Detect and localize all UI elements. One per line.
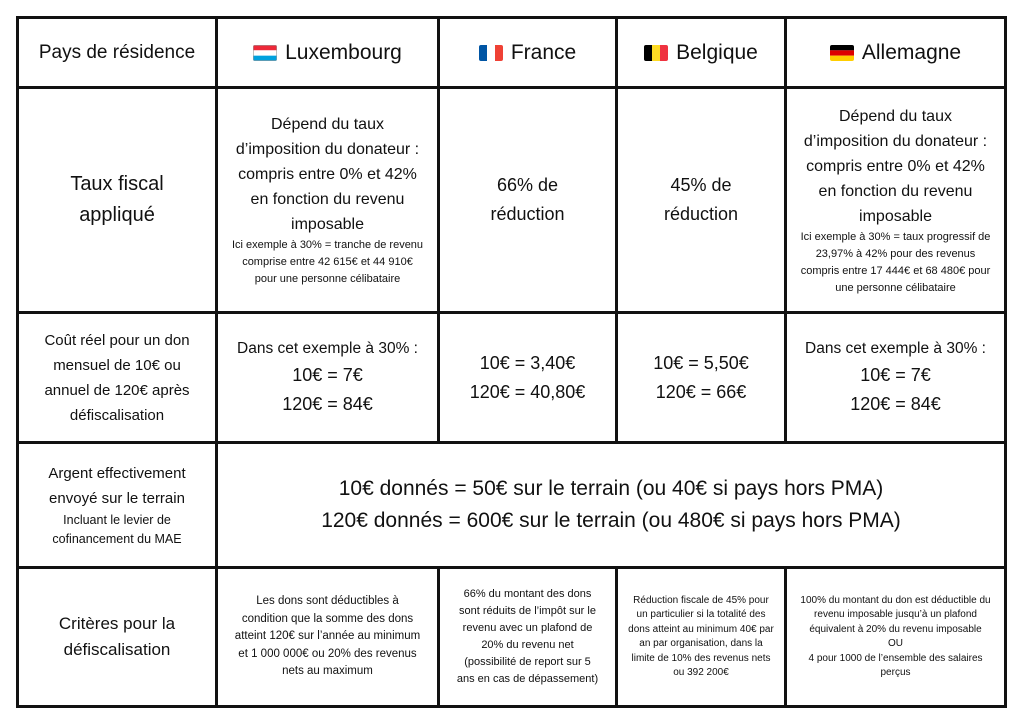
cell-value-line: 120€ = 66€	[655, 381, 747, 402]
cell-cout-luxembourg	[218, 314, 437, 441]
cell-or-text: OU	[888, 638, 903, 649]
header-belgique	[618, 19, 784, 86]
germany-flag-icon	[830, 45, 854, 61]
cell-criteres-france	[440, 569, 615, 705]
cell-criteres-allemagne	[787, 569, 1004, 705]
cell-note-text: Ici exemple à 30% = taux progressif de 23,97% à 42% pour des revenus compris entre 17 444€ et 68 480€ pour une personne célibataire	[800, 230, 991, 294]
header-allemagne	[787, 19, 1004, 86]
cell-value-line: 10€ = 7€	[292, 365, 363, 385]
cell-note-text: Ici exemple à 30% = tranche de revenu comprise entre 42 615€ et 44 910€ pour une personne célibataire	[231, 239, 424, 285]
cell-main-text: Les dons sont déductibles à condition que la somme des dons atteint 120€ sur l’année au minimum et 1 000 000€ ou 20% des revenus nets au maximum	[234, 595, 421, 678]
cell-cout-allemagne	[787, 314, 1004, 441]
cell-taux-luxembourg	[218, 89, 437, 311]
belgium-flag-icon	[644, 45, 668, 61]
row-label-subtext: Incluant le levier de cofinancement du MAE	[52, 513, 182, 546]
cell-main-text: Réduction fiscale de 45% pour un particulier si la totalité des dons atteint au minimum 40€ par an par organisation, dans la limite de 10% des revenus nets ou 392 200€	[628, 594, 774, 678]
cell-main-text: 45% de réduction	[663, 175, 739, 224]
row-label-criteres	[19, 569, 215, 705]
cell-value-line: 120€ = 84€	[282, 394, 373, 414]
cell-main-text: Dépend du taux d’imposition du donateur : compris entre 0% et 42% en fonction du revenu imposable	[235, 116, 420, 233]
row-label-text: Coût réel pour un don mensuel de 10€ ou annuel de 120€ après défiscalisation	[44, 331, 190, 424]
row-label-argent	[19, 444, 215, 566]
cell-taux-belgique	[618, 89, 784, 311]
france-flag-icon	[479, 45, 503, 61]
header-france	[440, 19, 615, 86]
cell-taux-france	[440, 89, 615, 311]
cell-taux-allemagne	[787, 89, 1004, 311]
cell-intro-text: Dans cet exemple à 30% :	[805, 340, 986, 357]
luxembourg-flag-icon	[253, 45, 277, 61]
merged-value-line: 10€ donnés = 50€ sur le terrain (ou 40€ si pays hors PMA)	[338, 477, 884, 500]
cell-value-line: 10€ = 5,50€	[653, 352, 749, 373]
cell-value-line: 10€ = 3,40€	[479, 352, 576, 373]
merged-value-line: 120€ donnés = 600€ sur le terrain (ou 480€ si pays hors PMA)	[321, 509, 901, 532]
cell-argent-merged	[218, 444, 1004, 566]
row-label-taux	[19, 89, 215, 311]
comparison-table	[16, 16, 1007, 708]
row-label-text: Critères pour la défiscalisation	[58, 614, 176, 659]
cell-cout-france	[440, 314, 615, 441]
header-country-of-residence	[19, 19, 215, 86]
cell-cout-belgique	[618, 314, 784, 441]
cell-main-text: 100% du montant du don est déductible du revenu imposable jusqu’à un plafond équivalent à 20% du revenu imposable	[800, 594, 991, 635]
country-name: Allemagne	[861, 40, 962, 64]
cell-main-text: 66% du montant des dons sont réduits de l’impôt sur le revenu avec un plafond de 20% du revenu net (possibilité de report sur 5 ans en cas de dépassement)	[456, 588, 599, 685]
cell-criteres-luxembourg	[218, 569, 437, 705]
cell-criteres-belgique	[618, 569, 784, 705]
row-label-text: Argent effectivement envoyé sur le terrain	[48, 465, 186, 507]
cell-intro-text: Dans cet exemple à 30% :	[237, 340, 418, 357]
row-label-text: Taux fiscal appliqué	[70, 173, 164, 226]
cell-value-line: 10€ = 7€	[860, 365, 931, 385]
cell-value-line: 120€ = 40,80€	[469, 381, 586, 402]
country-name: Belgique	[676, 40, 758, 64]
country-name: Luxembourg	[285, 40, 402, 64]
cell-main-text: 66% de réduction	[490, 175, 565, 224]
cell-main-text: Dépend du taux d’imposition du donateur : compris entre 0% et 42% en fonction du revenu imposable	[803, 107, 988, 225]
row-label-cout	[19, 314, 215, 441]
cell-value-line: 120€ = 84€	[850, 394, 941, 414]
header-luxembourg	[218, 19, 437, 86]
country-name: France	[510, 40, 577, 64]
header-label: Pays de résidence	[38, 41, 196, 63]
cell-alt-text: 4 pour 1000 de l’ensemble des salaires perçus	[808, 652, 983, 678]
